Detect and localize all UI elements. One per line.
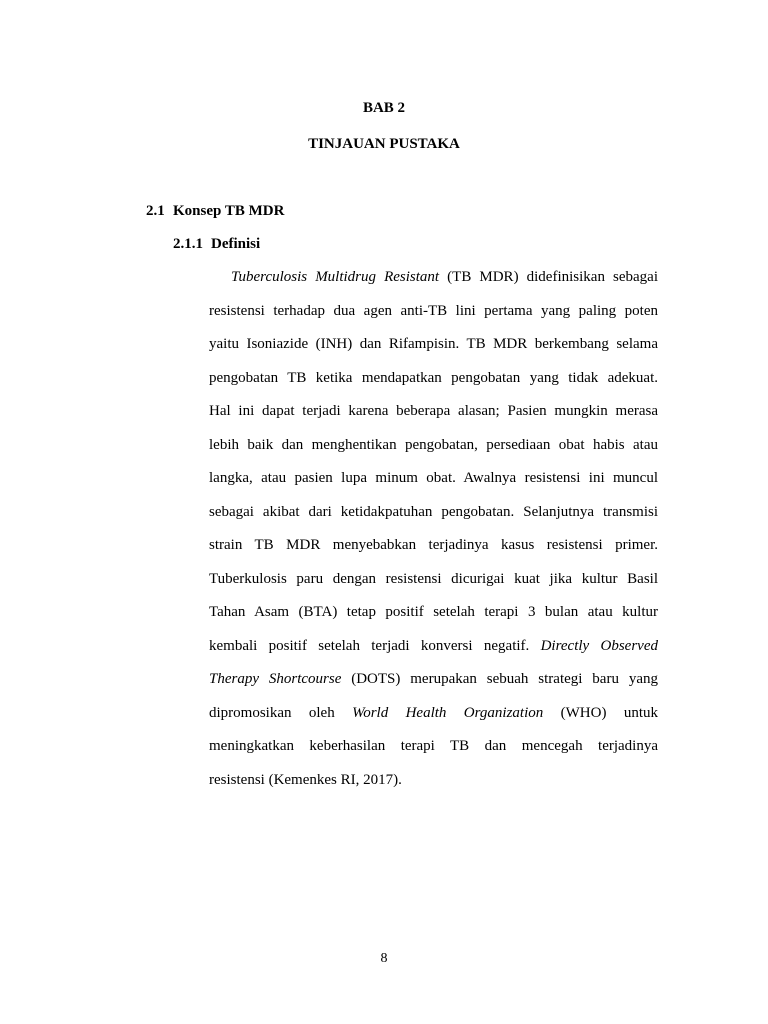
- subsection-number: 2.1.1: [173, 236, 203, 252]
- paragraph-line: [209, 529, 658, 563]
- paragraph-line: [209, 295, 658, 329]
- paragraph-line: [209, 730, 658, 764]
- paragraph-line: [209, 261, 658, 295]
- paragraph-line: [209, 362, 658, 396]
- line-text: pengobatan TB ketika mendapatkan pengobatan yang tidak adekuat.: [209, 369, 658, 386]
- line-text: meningkatkan keberhasilan terapi TB dan mencegah terjadinya: [209, 738, 658, 754]
- section-number: 2.1: [146, 203, 165, 219]
- italic-term: Therapy Shortcourse: [209, 671, 342, 687]
- section-heading: [146, 203, 284, 220]
- page-number: 8: [380, 951, 388, 966]
- line-text: Tahan Asam (BTA) tetap positif setelah terapi 3 bulan atau kultur: [209, 604, 658, 620]
- paragraph-line: [209, 395, 658, 429]
- line-text: resistensi (Kemenkes RI, 2017).: [209, 771, 402, 788]
- chapter-title: TINJAUAN PUSTAKA: [308, 136, 460, 152]
- line-text: dipromosikan oleh: [209, 704, 353, 721]
- line-text: resistensi terhadap dua agen anti-TB lini pertama yang paling poten: [209, 302, 658, 319]
- paragraph-line: [209, 328, 658, 362]
- line-text: kembali positif setelah terjadi konversi negatif.: [209, 637, 541, 654]
- subsection-heading: [173, 236, 260, 253]
- line-text: Tuberkulosis paru dengan resistensi dicurigai kuat jika kultur Basil: [209, 570, 658, 587]
- chapter-label: BAB 2: [362, 100, 406, 116]
- line-text: yaitu Isoniazide (INH) dan Rifampisin. TB MDR berkembang selama: [209, 336, 658, 352]
- italic-term: World Health Organization: [352, 704, 544, 721]
- italic-term: Tuberculosis Multidrug Resistant: [231, 269, 440, 285]
- body-paragraph: [209, 261, 658, 797]
- paragraph-line: [209, 764, 658, 798]
- paragraph-line: [209, 630, 658, 664]
- line-text: strain TB MDR menyebabkan terjadinya kasus resistensi primer.: [209, 537, 658, 553]
- line-text: Hal ini dapat terjadi karena beberapa alasan; Pasien mungkin merasa: [209, 403, 658, 419]
- paragraph-line: [209, 596, 658, 630]
- paragraph-line: [209, 563, 658, 597]
- line-text: (DOTS) merupakan sebuah strategi baru yang: [341, 671, 658, 687]
- paragraph-line: [209, 429, 658, 463]
- line-text: lebih baik dan menghentikan pengobatan, persediaan obat habis atau: [209, 436, 658, 453]
- line-text: (WHO) untuk: [543, 704, 659, 721]
- paragraph-line: [209, 697, 658, 731]
- subsection-title: Definisi: [211, 236, 261, 252]
- italic-term: Directly Observed: [540, 637, 658, 654]
- line-text: langka, atau pasien lupa minum obat. Awalnya resistensi ini muncul: [209, 470, 658, 486]
- paragraph-line: [209, 496, 658, 530]
- line-text: sebagai akibat dari ketidakpatuhan pengobatan. Selanjutnya transmisi: [209, 503, 658, 520]
- paragraph-line: [209, 663, 658, 697]
- section-title: Konsep TB MDR: [173, 203, 285, 219]
- paragraph-line: [209, 462, 658, 496]
- line-text: (TB MDR) didefinisikan sebagai: [439, 269, 658, 285]
